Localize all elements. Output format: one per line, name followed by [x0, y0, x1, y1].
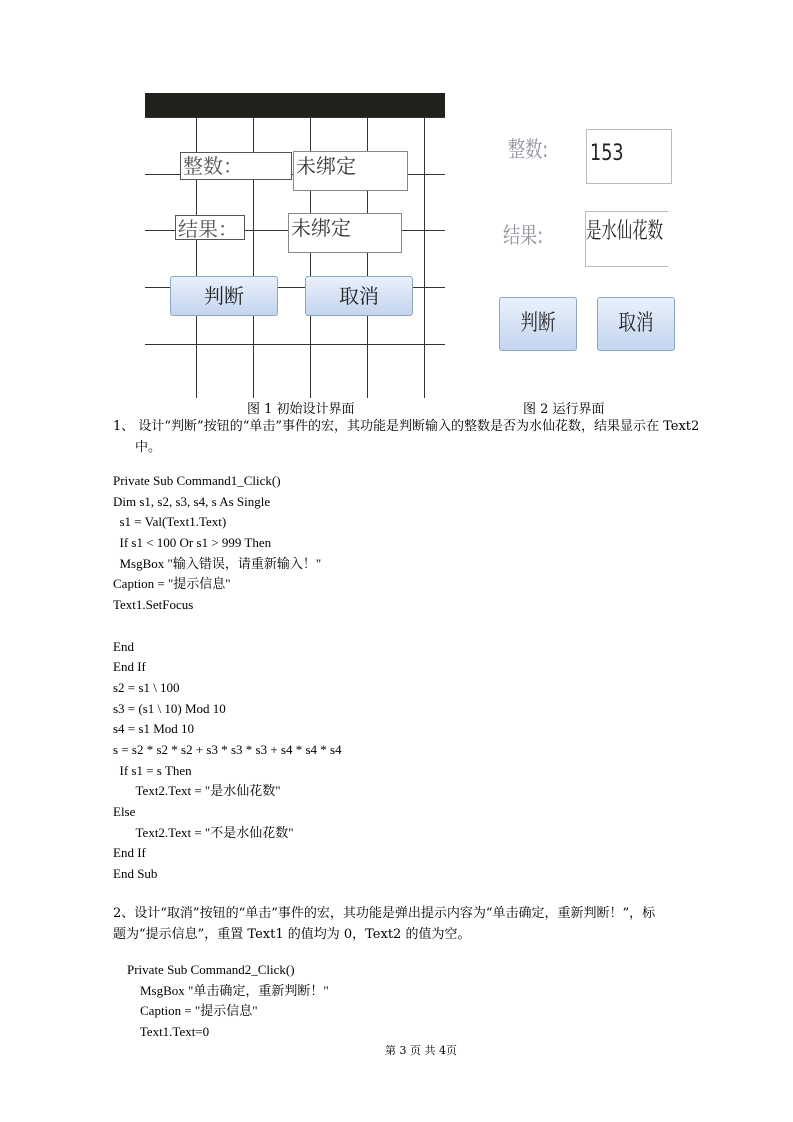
label-result-runtime: 结果: [503, 224, 544, 249]
code-line: Else [113, 804, 136, 819]
code-line: s1 = Val(Text1.Text) [113, 514, 227, 530]
textbox-result-runtime[interactable] [585, 211, 668, 267]
code-line: s2 = s1 \ 100 [113, 679, 180, 695]
figure1-caption: 图 1 初始设计界面 [247, 402, 355, 417]
judge-button-design[interactable]: 判断 [170, 276, 278, 316]
label-integer-design: 整数： [180, 152, 292, 180]
code-line: Private Sub Command1_Click() [113, 473, 281, 488]
grid-line [424, 117, 425, 398]
code-line: End If [113, 845, 146, 861]
task2-line1: 2、设计“取消”按钮的“单击”事件的宏，其功能是弹出提示内容为“单击确定，重新判断！”，标 [113, 906, 656, 921]
code-line: If s1 < 100 Or s1 > 999 Then [113, 535, 272, 551]
label-integer-runtime: 整数: [508, 138, 549, 163]
cancel-button-design[interactable]: 取消 [305, 276, 413, 316]
code-line [113, 616, 342, 637]
figure-design-view [145, 93, 445, 398]
code-block-command1 [113, 471, 342, 885]
form-title-bar [145, 93, 445, 117]
figure-runtime-view [498, 125, 678, 355]
code-line: Caption = "提示信息" [113, 576, 231, 592]
grid-line [145, 344, 445, 345]
task1-line2: 中。 [135, 440, 162, 455]
code-line: s4 = s1 Mod 10 [113, 721, 195, 737]
code-line: End If [113, 659, 146, 675]
task2-line2: 题为“提示信息”，重置 Text1 的值均为 0，Text2 的值为空。 [113, 927, 471, 942]
textbox-result-design[interactable]: 未绑定 [288, 213, 402, 253]
code-line: MsgBox "输入错误，请重新输入！" [113, 555, 322, 571]
task1-description [113, 416, 753, 458]
figure2-caption: 图 2 运行界面 [523, 402, 605, 417]
code-block-command2 [127, 960, 329, 1043]
code-line: MsgBox "单击确定，重新判断！" [127, 982, 329, 998]
textbox-integer-design[interactable]: 未绑定 [293, 151, 408, 191]
code-line: End [113, 638, 134, 654]
label-result-design: 结果： [175, 215, 245, 240]
judge-button-runtime[interactable] [499, 297, 577, 351]
code-line: s = s2 * s2 * s2 + s3 * s3 * s3 + s4 * s4 * s4 [113, 741, 342, 757]
integer-value: 153 [590, 141, 624, 166]
code-line: End Sub [113, 866, 158, 882]
code-line: If s1 = s Then [113, 762, 192, 778]
code-line: Caption = "提示信息" [127, 1003, 258, 1019]
code-line: s3 = (s1 \ 10) Mod 10 [113, 700, 226, 716]
code-line: Text2.Text = "不是水仙花数" [113, 824, 294, 840]
cancel-button-label: 取消 [618, 311, 654, 336]
result-value: 是水仙花数 [586, 219, 664, 244]
cancel-button-runtime[interactable] [597, 297, 675, 351]
code-line: Dim s1, s2, s3, s4, s As Single [113, 493, 271, 509]
code-line: Text1.Text=0 [127, 1024, 210, 1040]
code-line: Text2.Text = "是水仙花数" [113, 783, 281, 799]
task1-line1: 1、 设计“判断”按钮的“单击”事件的宏，其功能是判断输入的整数是否为水仙花数，结果显示在 Text2 [113, 419, 700, 434]
judge-button-label: 判断 [520, 311, 556, 336]
textbox-integer-runtime[interactable] [586, 129, 672, 184]
code-line: Private Sub Command2_Click() [127, 962, 295, 977]
page-footer: 第 3 页 共 4页 [385, 1044, 457, 1057]
code-line: Text1.SetFocus [113, 597, 194, 613]
grid-line [145, 117, 445, 118]
task2-description [113, 903, 753, 945]
